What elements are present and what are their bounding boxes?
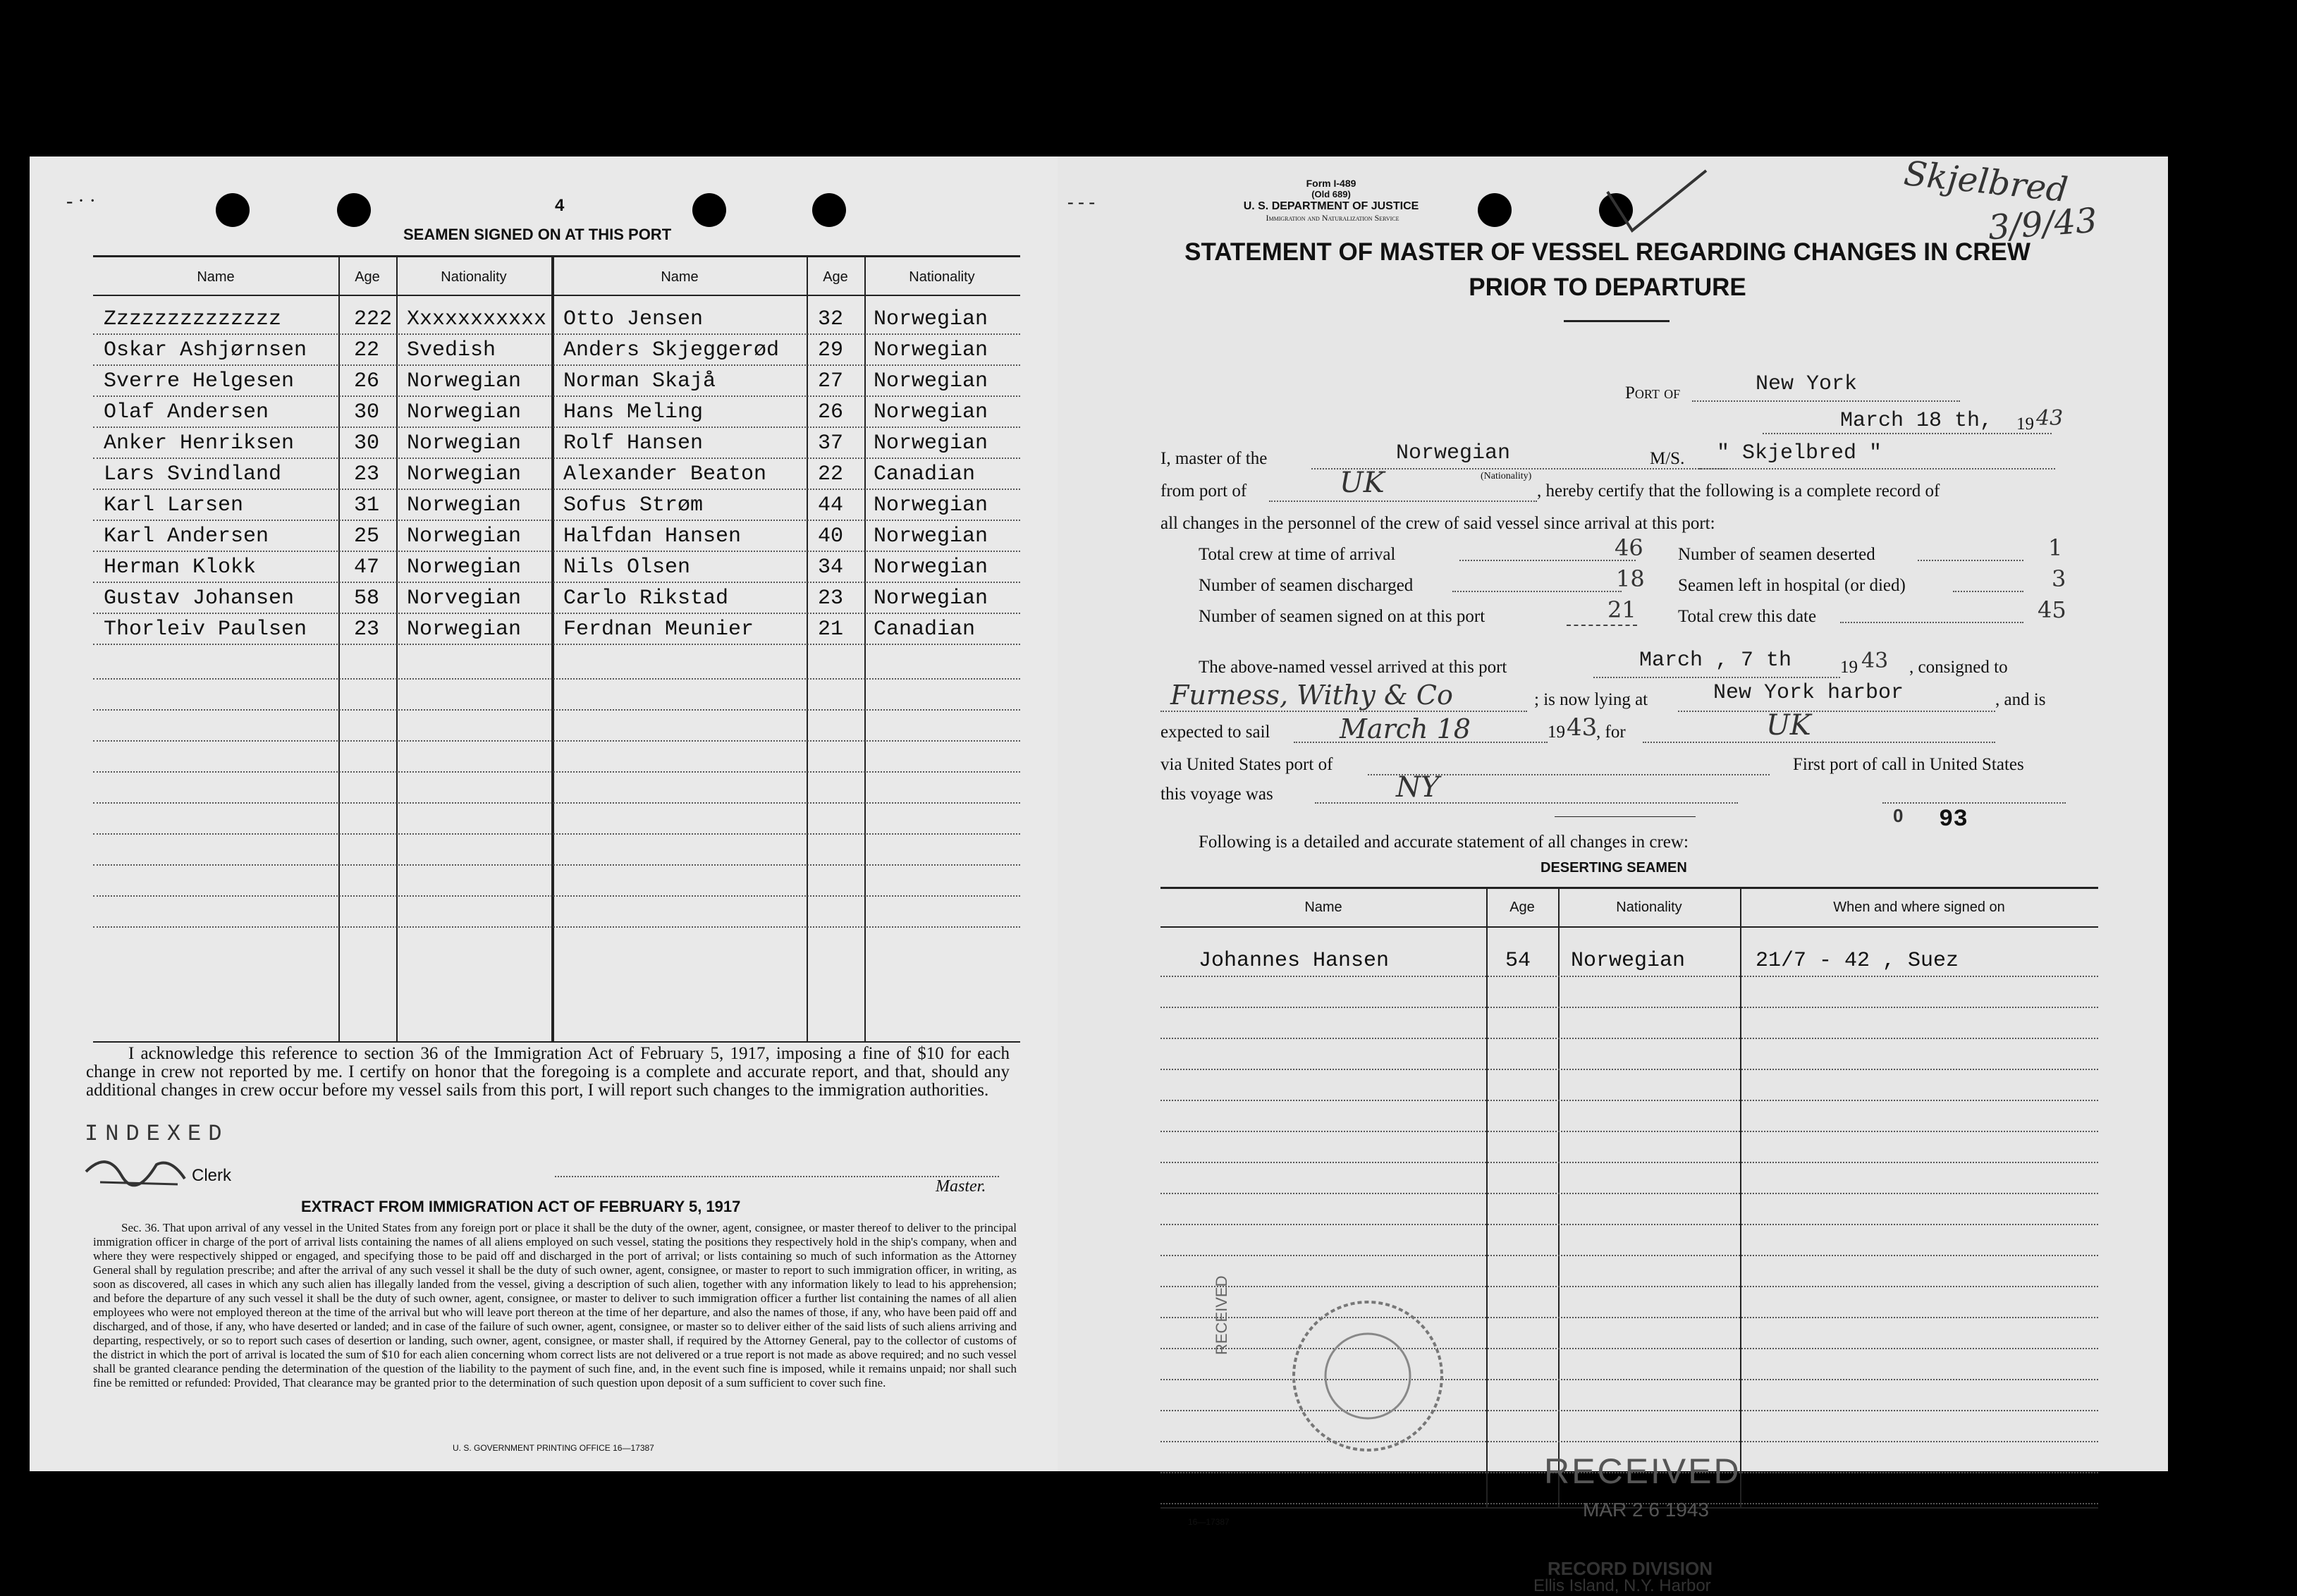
cell-age: 34 <box>818 555 844 579</box>
cell-age: 58 <box>354 587 380 610</box>
row-rule <box>93 644 1020 645</box>
table-row <box>30 582 1087 614</box>
cell-age: 23 <box>354 462 380 486</box>
voyage-rule <box>1555 816 1696 817</box>
nationality-value: Norwegian <box>1396 441 1511 465</box>
consignee-line <box>1160 711 1527 712</box>
cell-nat: Norwegian <box>407 555 522 579</box>
vessel-type: M/S. <box>1650 449 1685 468</box>
stamp-number: 93 <box>1939 806 1968 833</box>
expected-value: March 18 <box>1340 713 1471 744</box>
table-row <box>30 520 1087 552</box>
extract-title: EXTRACT FROM IMMIGRATION ACT OF FEBRUARY 5, 1917 <box>301 1198 741 1215</box>
form-number: Form I-489 <box>1306 178 1356 189</box>
and-is-label: , and is <box>1995 690 2046 709</box>
cell-nat: Xxxxxxxxxxx <box>407 307 547 331</box>
leader-dots <box>1840 622 2023 623</box>
cell-age: 27 <box>818 369 844 393</box>
seamen-hospital-value: 3 <box>2052 565 2066 592</box>
title-rule <box>1564 320 1670 322</box>
deserting-header-rule <box>1160 926 2098 928</box>
title-line1: STATEMENT OF MASTER OF VESSEL REGARDING CHANGES IN CREW <box>1184 238 2030 266</box>
total-crew-date-label: Total crew this date <box>1678 607 1817 626</box>
empty-row-rule <box>93 926 1020 928</box>
cell-name: Karl Andersen <box>104 524 269 548</box>
leader-dots <box>1452 591 1622 592</box>
expected-year-prefix: 19 <box>1548 723 1565 742</box>
cell-age: 26 <box>354 369 380 393</box>
deserting-top-rule <box>1160 887 2098 889</box>
empty-row-rule <box>93 833 1020 835</box>
department: U. S. DEPARTMENT OF JUSTICE <box>1243 200 1419 212</box>
voyage-line <box>1315 802 1738 804</box>
punch-hole <box>216 193 250 227</box>
printing-office: U. S. GOVERNMENT PRINTING OFFICE 16—17387 <box>453 1443 654 1453</box>
leader-dots <box>1953 591 2023 592</box>
stamp-zero: 0 <box>1893 805 1904 826</box>
left-page <box>30 156 1087 1471</box>
empty-row-rule <box>93 771 1020 773</box>
empty-row-rule <box>1160 1069 2098 1070</box>
year-prefix: 19 <box>2016 415 2034 434</box>
cell-name: Carlo Rikstad <box>563 587 729 610</box>
col-header-name: Name <box>661 269 699 285</box>
col-header-age: Age <box>355 269 380 285</box>
cell-name: Herman Klokk <box>104 555 257 579</box>
cell-age: 44 <box>818 493 844 517</box>
cell-age: 40 <box>818 524 844 548</box>
from-port-label: from port of <box>1160 481 1247 501</box>
port-of-label: Port of <box>1625 383 1681 403</box>
deserting-title: DESERTING SEAMEN <box>1540 860 1687 876</box>
col-header-name: Name <box>197 269 235 285</box>
table-row <box>30 551 1087 583</box>
cell-name: Rolf Hansen <box>563 431 704 455</box>
arrived-year: 43 <box>1861 649 1889 673</box>
deserting-header-name: Name <box>1304 900 1342 915</box>
table-row <box>30 334 1087 366</box>
handwritten-date: 3/9/43 <box>1987 200 2099 248</box>
cell-age: 29 <box>818 338 844 362</box>
col-divider <box>1558 887 1560 1507</box>
cell-nat: Norwegian <box>874 524 988 548</box>
cell-name: Johannes Hansen <box>1199 949 1390 973</box>
arrived-year-prefix: 19 <box>1840 658 1858 677</box>
empty-row-rule <box>93 895 1020 897</box>
cell-name: Nils Olsen <box>563 555 691 579</box>
voyage-label: this voyage was <box>1160 785 1273 804</box>
port-of-value: New York <box>1756 372 1858 396</box>
clerk-label: Clerk <box>192 1166 232 1185</box>
title-line2: PRIOR TO DEPARTURE <box>1469 274 1746 301</box>
cell-nat: Norwegian <box>874 431 988 455</box>
master-of-label: I, master of the <box>1160 449 1268 468</box>
underline <box>1567 625 1637 626</box>
cell-age: 47 <box>354 555 380 579</box>
empty-row-rule <box>1160 1131 2098 1132</box>
vessel-line <box>1699 468 2055 469</box>
table-row <box>30 427 1087 459</box>
all-changes-text: all changes in the personnel of the crew of said vessel since arrival at this port: <box>1160 514 1715 533</box>
cell-age: 32 <box>818 307 844 331</box>
seamen-discharged-value: 18 <box>1616 565 1645 592</box>
received-stamp: RECEIVED <box>1544 1451 1741 1491</box>
for-line <box>1643 742 1995 743</box>
cell-name: Zzzzzzzzzzzzzz <box>104 307 282 331</box>
col-divider <box>1740 887 1741 1507</box>
col-divider <box>1486 887 1488 1507</box>
via-label: via United States port of <box>1160 755 1333 774</box>
cell-name: Sverre Helgesen <box>104 369 295 393</box>
now-lying-line <box>1678 711 1995 712</box>
expected-year: 43 <box>1567 713 1598 742</box>
punch-hole <box>812 193 846 227</box>
form-old: (Old 689) <box>1311 189 1351 200</box>
table-row <box>30 396 1087 428</box>
deserting-header-age: Age <box>1509 900 1535 915</box>
cell-nat: Norwegian <box>874 400 988 424</box>
consigned-to-label: , consigned to <box>1909 658 2008 677</box>
cell-age: 23 <box>818 587 844 610</box>
now-lying-value: New York harbor <box>1713 681 1904 705</box>
cell-nat: Norwegian <box>407 618 522 642</box>
from-port-line <box>1269 501 1537 502</box>
expected-line <box>1294 742 1548 743</box>
seamen-hospital-label: Seamen left in hospital (or died) <box>1678 576 1906 595</box>
cell-name: Ferdnan Meunier <box>563 618 754 642</box>
nationality-caption: (Nationality) <box>1481 471 1532 481</box>
corner-mark: - - - <box>1067 192 1095 212</box>
extract-text: Sec. 36. That upon arrival of any vessel in the United States from any foreign port or place it shall be the duty of the owner, agent, consignee, or master thereof to deliver to the principal immigration officer in charge of the port of arrival lists containing the names of all aliens employed on such vessel, stating the positions they respectively hold in the ship's company, when and where they were respectively shipped or engaged, and specifying those to be paid off and discharged in the port of arrival; or lists containing so much of such information as the Attorney General shall by regulation prescribe; and after the arrival of any such vessel it shall be the duty of such owner, agent, consignee, or master to report to such immigration officer, in writing, as soon as discovered, all cases in which any such alien has illegally landed from the vessel, giving a description of such alien, together with any information likely to lead to his apprehension; and before the departure of any such vessel it shall be the duty of such owner, agent, consignee, or master to deliver to such immigration officer a further list containing the names of all alien employees who were not employed thereon at the time of the arrival but who will leave port thereon at the time of her departure, and also the names of those, if any, who have been paid off and discharged, and of those, if any, who have deserted or landed; and in case of the failure of such owner, agent, consignee, or master so to deliver either of the said lists of such aliens arriving and departing, respectively, or so to report such cases of desertion or landing, such owner, agent, consignee, or master shall, if required by the Attorney General, pay to the collector of customs of the district in which the port of arrival is located the sum of $10 for each alien concerning whom correct lists are not delivered or a true report is not made as above required; and no such vessel shall be granted clearance pending the determination of the question of the liability to the payment of such fine, and, in the event such fine is imposed, while it remains unpaid; nor shall such fine be remitted or refunded: Provided, That clearance may be granted prior to the determination of such question upon deposit of a sum sufficient to cover such fine. <box>93 1221 1017 1389</box>
table-row <box>30 613 1087 645</box>
deserting-header-signed: When and where signed on <box>1833 900 2005 915</box>
record-division: RECORD DIVISION <box>1548 1558 1713 1579</box>
cell-nat: Norwegian <box>407 400 522 424</box>
empty-row-rule <box>93 864 1020 866</box>
punch-hole <box>337 193 371 227</box>
leader-dots <box>1459 560 1636 561</box>
now-lying-label: ; is now lying at <box>1534 690 1648 709</box>
cell-age: 37 <box>818 431 844 455</box>
cell-signed: 21/7 - 42 , Suez <box>1756 949 1959 973</box>
arrived-value: March , 7 th <box>1639 649 1792 673</box>
vessel-name: " Skjelbred " <box>1717 441 1882 465</box>
certify-text: , hereby certify that the following is a complete record of <box>1537 481 1940 501</box>
voyage-line-right <box>1882 802 2066 804</box>
acknowledgment-text: I acknowledge this reference to section 36 of the Immigration Act of February 5, 1917, imposing a fine of $10 for each change in crew not reported by me. I certify on honor that the foregoing is a complete and accurate report, and that, should any additional changes in crew occur before my vessel sails from this port, I will report such changes to the immigration authorities. <box>86 1044 1010 1100</box>
cell-name: Hans Meling <box>563 400 704 424</box>
cell-age: 22 <box>354 338 380 362</box>
table-row <box>30 458 1087 490</box>
cell-age: 54 <box>1505 949 1531 973</box>
total-crew-arrival-value: 46 <box>1615 534 1643 561</box>
table-row <box>30 365 1087 397</box>
following-text: Following is a detailed and accurate statement of all changes in crew: <box>1199 833 1689 852</box>
cell-nat: Norvegian <box>407 587 522 610</box>
master-signature-line <box>555 1176 999 1177</box>
cell-name: Thorleiv Paulsen <box>104 618 307 642</box>
cell-age: 23 <box>354 618 380 642</box>
seamen-signed-value: 21 <box>1607 596 1636 623</box>
cell-name: Norman Skajå <box>563 369 716 393</box>
cell-nationality: Norwegian <box>1571 949 1686 973</box>
table-bottom-rule <box>93 1041 1020 1043</box>
corner-mark: - · · <box>66 190 96 212</box>
cell-nat: Norwegian <box>874 493 988 517</box>
date-value: March 18 th, <box>1840 409 1993 433</box>
page-number: 4 <box>555 196 565 215</box>
table-row <box>30 303 1087 335</box>
total-crew-arrival-label: Total crew at time of arrival <box>1199 545 1396 564</box>
deserting-row <box>1058 945 2168 976</box>
cell-age: 21 <box>818 618 844 642</box>
empty-row-rule <box>1160 1255 2098 1256</box>
for-value: UK <box>1766 709 1811 742</box>
cell-nat: Norwegian <box>874 369 988 393</box>
from-port-value: UK <box>1340 467 1385 499</box>
expected-label: expected to sail <box>1160 723 1270 742</box>
arrived-line <box>1593 677 1840 678</box>
empty-row-rule <box>93 678 1020 680</box>
arrived-label: The above-named vessel arrived at this port <box>1199 658 1507 677</box>
cell-name: Karl Larsen <box>104 493 244 517</box>
master-label: Master. <box>936 1177 986 1196</box>
seamen-signed-label: Number of seamen signed on at this port <box>1199 607 1486 626</box>
cell-nat: Canadian <box>874 462 976 486</box>
handwritten-vessel-name: Skjelbred <box>1901 153 2070 211</box>
indexed-stamp: INDEXED <box>85 1121 229 1147</box>
cell-age: 22 <box>818 462 844 486</box>
date-line <box>1763 433 2052 434</box>
empty-row-rule <box>1160 1100 2098 1101</box>
consignee-value: Furness, Withy & Co <box>1170 680 1453 711</box>
seamen-discharged-label: Number of seamen discharged <box>1199 576 1414 595</box>
empty-row-rule <box>1160 976 2098 977</box>
ellis-island: Ellis Island, N.Y. Harbor <box>1533 1576 1711 1595</box>
cell-nat: Norwegian <box>874 338 988 362</box>
seamen-deserted-value: 1 <box>2048 534 2063 561</box>
check-mark <box>1600 164 1713 241</box>
port-line <box>1692 400 1960 402</box>
cell-nat: Norwegian <box>874 307 988 331</box>
cell-name: Anders Skjeggerød <box>563 338 780 362</box>
cell-name: Sofus Strøm <box>563 493 704 517</box>
cell-age: 30 <box>354 431 380 455</box>
empty-row-rule <box>93 740 1020 742</box>
cell-name: Anker Henriksen <box>104 431 295 455</box>
round-postmark-stamp <box>1269 1284 1466 1468</box>
cell-name: Olaf Andersen <box>104 400 269 424</box>
col-header-age: Age <box>823 269 848 285</box>
cell-name: Lars Svindland <box>104 462 282 486</box>
cell-nat: Norwegian <box>407 493 522 517</box>
punch-hole <box>692 193 726 227</box>
cell-nat: Norwegian <box>874 555 988 579</box>
voyage-value: NY <box>1396 771 1440 804</box>
cell-nat: Norwegian <box>407 462 522 486</box>
total-crew-date-value: 45 <box>2038 596 2066 623</box>
table-top-rule <box>93 255 1020 257</box>
cell-nat: Canadian <box>874 618 976 642</box>
seamen-deserted-label: Number of seamen deserted <box>1678 545 1875 564</box>
cell-age: 31 <box>354 493 380 517</box>
empty-row-rule <box>1160 1224 2098 1225</box>
service: Immigration and Naturalization Service <box>1266 213 1399 223</box>
cell-name: Otto Jensen <box>563 307 704 331</box>
first-port-label: First port of call in United States <box>1793 755 2024 774</box>
for-label: , for <box>1596 723 1626 742</box>
cell-age: 30 <box>354 400 380 424</box>
col-header-nationality: Nationality <box>909 269 975 285</box>
empty-row-rule <box>1160 1007 2098 1008</box>
table-row <box>30 489 1087 521</box>
cell-age: 26 <box>818 400 844 424</box>
received-side-stamp: RECEIVED <box>1213 1275 1230 1355</box>
cell-name: Halfdan Hansen <box>563 524 742 548</box>
empty-row-rule <box>1160 1193 2098 1194</box>
year-value: 43 <box>2036 406 2064 431</box>
cell-name: Alexander Beaton <box>563 462 767 486</box>
right-page <box>1058 153 2168 1595</box>
received-date-stamp: MAR 2 6 1943 <box>1583 1499 1709 1521</box>
leader-dots <box>1918 560 2023 561</box>
cell-age: 222 <box>354 307 393 331</box>
deserting-header-nationality: Nationality <box>1616 900 1682 915</box>
empty-row-rule <box>1160 1162 2098 1163</box>
cell-nat: Norwegian <box>407 524 522 548</box>
cell-name: Gustav Johansen <box>104 587 295 610</box>
section-title: SEAMEN SIGNED ON AT THIS PORT <box>403 226 672 243</box>
punch-hole <box>1478 193 1512 227</box>
empty-row-rule <box>1160 1038 2098 1039</box>
empty-row-rule <box>93 709 1020 711</box>
cell-nat: Norwegian <box>407 369 522 393</box>
empty-row-rule <box>93 802 1020 804</box>
col-header-nationality: Nationality <box>441 269 507 285</box>
cell-nat: Svedish <box>407 338 496 362</box>
cell-nat: Norwegian <box>407 431 522 455</box>
form-code: 16—17387 <box>1188 1517 1230 1527</box>
cell-age: 25 <box>354 524 380 548</box>
table-header-rule <box>93 295 1020 296</box>
cell-name: Oskar Ashjørnsen <box>104 338 307 362</box>
cell-nat: Norwegian <box>874 587 988 610</box>
